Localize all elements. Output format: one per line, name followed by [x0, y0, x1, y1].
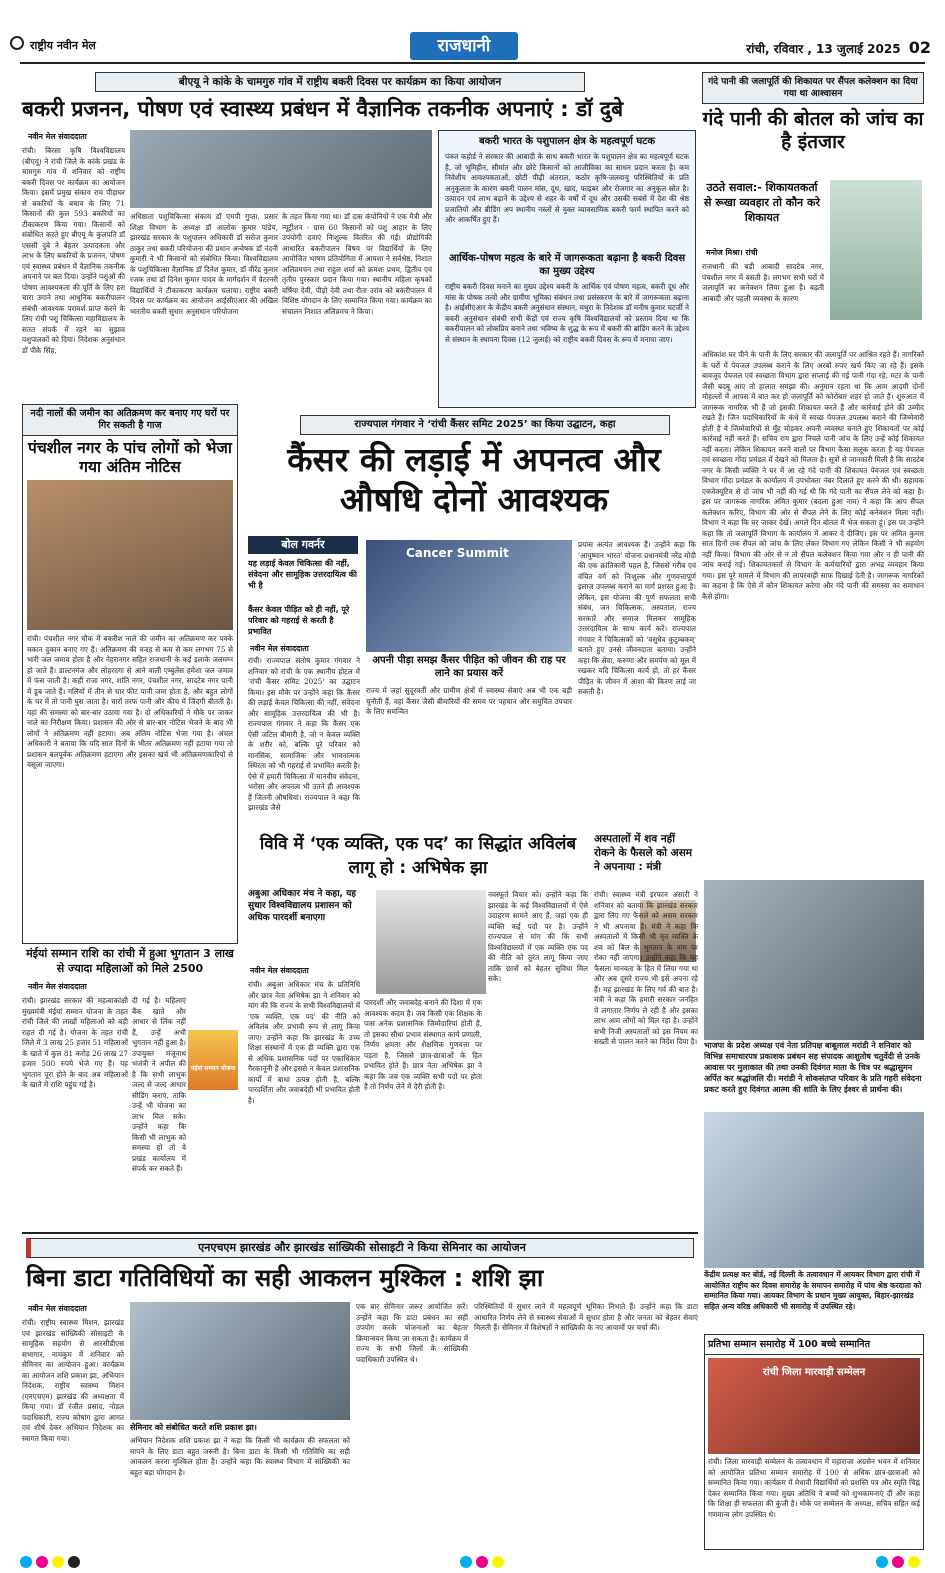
summit-banner: Cancer Summit — [406, 546, 509, 560]
cancer-photo — [366, 540, 572, 652]
goat-byline: नवीन मेल संवाददाता — [28, 132, 87, 141]
registration-mark-icon — [10, 36, 24, 50]
footer-registration-strip — [20, 1556, 925, 1568]
black-swatch-icon — [68, 1556, 80, 1568]
goat-sidebar — [438, 130, 696, 408]
page-number: 02 — [908, 38, 931, 57]
water-story — [702, 72, 924, 872]
goat-side-title-2: आर्थिक-पोषण महत्व के बारे में जागरूकता बढ़ाना है बकरी दिवस का मुख्य उद्देश्य — [448, 253, 686, 277]
cyan-swatch-icon — [876, 1556, 888, 1568]
goat-side-body-1: पंक्ज कहोर्ड ने सरकार की आबादी के साथ बकरी भारत के पशुपालन क्षेत्र का महत्वपूर्ण घटक है, जो भूमिहीन, सीमांत और छोटे किसानों को आजीविका का साधन प्रदान करता है। कम निवेशीय आवश्यकताओं, छोटी पीढ़ी अंतराल, कठोर कृषि-जलवायु परिस्थितियों के प्रति अनुकूलता के कारण बकरी पालन मांस, दूध, खाद, फाइबर और रोजगार का अनुकूल स्रोत है। उत्पादन एवं लाभ बढ़ाने के उद्देश्य से शहर के वर्षों में दूध और उसकी सबसे में देश की श्रेष्ठ प्रजातियों और ब्रीडिंग अप स्थानीय नस्लों से युक्त व्यावसायिक बकरी फार्म स्थापित करने को और आकर्षित हुए हैं। — [445, 152, 689, 224]
data-body-4: परिस्थितियों में सुधार लाने में महत्वपूर्ण भूमिका निभाते हैं। उन्होंने कहा कि डाटा आधारित निर्णय लेने से स्वास्थ्य सेवाओं में सुधार होता है और जनता को बेहतर सेवाएं मिलती हैं। सेमिनार में विशेषज्ञों ने सांख्यिकी के नए आयामों पर चर्चा की। — [474, 1302, 698, 1332]
data-kicker: एनएचएम झारखंड और झारखंड सांख्यिकी सोसाइटी ने किया सेमिनार का आयोजन — [26, 1238, 694, 1258]
maiya-body-2: दी गई है। महिलाएं बैंक खाते और आधार से लिंक नहीं हैं, उन्हें अभी भुगतान नहीं हुआ है। उपायुक्त मंजूनाथ भजंत्री ने अपील की है कि सभी लाभुक जल्द से जल्द आधार सीडिंग कराएं, ताकि उन्हें भी योजना का लाभ मिल सके। उन्होंने कहा कि किसी भी लाभुक को समस्या हो तो वे प्रखंड कार्यालय में संपर्क कर सकते हैं। — [132, 996, 186, 1173]
cancer-body-2: प्रयास अत्यंत आवश्यक हैं। उन्होंने कहा कि 'आयुष्मान भारत' योजना प्रधानमंत्री नरेंद्र मोदी की एक क्रांतिकारी पहल है, जिससे गरीब एवं वंचित वर्ग को निःशुल्क और गुणवत्तापूर्ण इलाज उपलब्ध कराने का मार्ग प्रशस्त हुआ है। लेकिन, इस योजना की पूर्ण सफलता सभी संबंध, जन चिकित्सक, अस्पताल, राज्य सरकारें और समाज मिलकर सामूहिक उत्तरदायित्व के साथ कार्य करें। राज्यपाल गंगवार ने चिकित्सकों को 'वसुधैव कुटुम्बकम्' बताते हुए उनसे जीवनदाता बताया। उन्होंने कहा कि सेवा, करुणा और समर्पण को मूल में रखकर यदि चिकित्सा कार्य हो, तो हर कैंसर पीड़ित के जीवन में आशा की किरण लाई जा सकती है। — [578, 540, 696, 696]
section-label: राजधानी — [410, 32, 518, 60]
ansari-headline: अस्पतालों में शव नहीं रोकने के फैसले को असम ने अपनाया : मंत्री — [594, 833, 693, 873]
paper-name: राष्ट्रीय नवीन मेल — [30, 39, 96, 52]
governor-bullet-1: यह लड़ाई केवल चिकित्सा की नहीं, संवेदना और सामूहिक उत्तरदायित्व की भी है — [248, 559, 357, 590]
water-body-1: राजधानी की बड़ी आबादी सादटेब नगर, पंचशील नगर में बसती है। लगभग सभी घरों में जलापूर्ति का कनेक्शन लिया हुआ है। बढ़ती आबादी और पहली व्यवस्था के कारण — [702, 262, 824, 303]
cancer-headline: कैंसर की लड़ाई में अपनत्व और औषधि दोनों आवश्यक — [287, 440, 661, 519]
pratibha-photo: रांची जिला मारवाड़ी सम्मेलन — [708, 1358, 920, 1454]
masthead — [0, 0, 945, 68]
section-rule — [22, 1232, 698, 1234]
water-kicker: गंदे पानी की जलापूर्ति की शिकायत पर सैंपल कलेक्शन का दिया गया था आश्वासन — [702, 72, 924, 104]
abhishek-body-2: पारदर्शी और जवाबदेह बनाने की दिशा में एक आवश्यक कदम है। जब किसी एक शिक्षक के पास अनेक प्रशासनिक जिम्मेदारियां होती हैं, तो इसका सीधा प्रभाव संस्थागत कार्य प्रणाली, निर्णय क्षमता और शैक्षणिक गुणवत्ता पर पड़ता है, जिससे छात्र-छात्राओं के हित प्रभावित होते हैं। छात्र नेता अभिषेक झा ने कहा कि जब एक व्यक्ति सभी पदों पर होता है तो निर्णय लेने में देरी होती है। — [364, 998, 482, 1091]
yellow-swatch-icon — [52, 1556, 64, 1568]
data-photo — [130, 1302, 350, 1420]
data-headline: बिना डाटा गतिविधियों का सही आकलन मुश्किल : शशि झा — [26, 1264, 544, 1292]
cancer-body-1: रांची। राज्यपाल संतोष कुमार गंगवार ने शनिवार को रांची के एक स्थानीय होटल में 'रांची कैंसर समिट 2025' का उद्घाटन किया। इस मौके पर उन्होंने कहा कि कैंसर की लड़ाई केवल चिकित्सा की नहीं, संवेदना और सामूहिक उत्तरदायित्व की भी है। राज्यपाल गंगवार ने कहा कि कैंसर एक ऐसी जटिल बीमारी है, जो न केवल व्यक्ति के शरीर को, बल्कि पूरे परिवार को मानसिक, सामाजिक और भावनात्मक स्थिरता को भी गहराई से प्रभावित करती है। ऐसे में हमारी चिकित्सा में मानवीय संवेदना, भरोसा और अपनत्व भी उतने ही आवश्यक हैं जितनी औषधियां। राज्यपाल ने कहा कि झारखंड जैसे — [248, 656, 360, 812]
goat-headline: बकरी प्रजनन, पोषण एवं स्वास्थ्य प्रबंधन में वैज्ञानिक तकनीक अपनाएं : डॉ दुबे — [22, 97, 624, 121]
eviction-kicker: नदी नालों की जमीन का अतिक्रमण कर बनाए गए घरों पर गिर सकती है गाज — [23, 405, 237, 436]
pratibha-body: रांची। जिला मारवाड़ी सम्मेलन के तत्वावधान में महाराजा अग्रसेन भवन में शनिवार को आयोजित प्रतिभा सम्मान समारोह में 100 से अधिक छात्र-छात्राओं को सम्मानित किया गया। कार्यक्रम में मेधावी विद्यार्थियों को प्रशस्ति पत्र और स्मृति चिह्न देकर सम्मानित किया गया। मुख्य अतिथि ने बच्चों को शुभकामनाएं दीं और कहा कि शिक्षा ही सफलता की कुंजी है। मौके पर सम्मेलन के अध्यक्ष, सचिव सहित कई गणमान्य लोग उपस्थित थे। — [708, 1457, 920, 1519]
governor-bullet-2: कैंसर केवल पीड़ित को ही नहीं, पूरे परिवार को गहराई से करती है प्रभावित — [248, 605, 350, 636]
cancer-photo-caption: अपनी पीड़ा समझ कैंसर पीड़ित को जीवन की राह पर लाने का प्रयास करें — [372, 655, 566, 679]
governor-label: बोल गवर्नर — [248, 536, 358, 554]
cancer-body-3: राज्य में जहां सुदूरवर्ती और ग्रामीण क्षेत्रों में स्वास्थ्य सेवाएं अब भी एक बड़ी चुनौती हैं, वहां कैंसर जैसी बीमारियों की समय पर पहचान और समुचित उपचार के लिए समन्वित — [366, 686, 572, 716]
maiya-body-1: रांची। झारखंड सरकार की महत्वाकांक्षी मुख्यमंत्री मंईयां सम्मान योजना के तहत रांची जिले की लाखों महिलाओं को बड़ी राहत दी गई है। योजना के तहत रांची जिले में 3 लाख 25 हजार 51 महिलाओं के खाते में कुल 81 करोड़ 26 लाख 27 हजार 500 रुपये भेजे गए हैं। यह भुगतान पूरा होने के बाद अब महिलाओं के खाते में राशि पहुंच गई है। — [22, 996, 128, 1089]
water-question: उठते सवाल:- शिकायतकर्ता से रूखा व्यवहार तो कौन करे शिकायत — [704, 181, 820, 224]
goat-kicker: बीएयू ने कांके के चामगुरु गांव में राष्ट्रीय बकरी दिवस पर कार्यक्रम का किया आयोजन — [95, 72, 585, 92]
yellow-swatch-icon — [492, 1556, 504, 1568]
eviction-photo — [27, 480, 233, 630]
pratibha-story — [704, 1334, 924, 1550]
goat-photo — [130, 130, 432, 208]
maiya-headline: मंईयां सम्मान राशि का रांची में हुआ भुगतान 3 लाख से ज्यादा महिलाओं को मिले 2500 — [26, 947, 234, 975]
abhishek-byline: नवीन मेल संवाददाता — [250, 966, 309, 975]
eviction-story — [22, 404, 238, 944]
abhishek-body-1: रांची। अबुआ अधिकार मंच के प्रतिनिधि और छात्र नेता अभिषेक झा ने शनिवार को मांग की कि राज्य के सभी विश्वविद्यालयों में 'एक व्यक्ति, एक पद' की नीति को अविलंब और प्रभावी रूप से लागू किया जाए। उन्होंने कहा कि झारखंड के उच्च शिक्षा संस्थानों में एक ही व्यक्ति द्वारा एक से अधिक प्रशासनिक पदों पर एकाधिकार गैरकानूनी है और इससे न केवल प्रशासनिक कार्यों में बाधा उत्पन्न होती है, बल्कि पारदर्शिता और जवाबदेही भी प्रभावित होती है। — [248, 980, 360, 1105]
water-byline: मनोज मिश्रा। रांची — [706, 248, 758, 257]
cancer-kicker: राज्यपाल गंगवार ने ‘रांची कैंसर समिट 2025’ का किया उद्घाटन, कहा — [300, 415, 670, 435]
bjp-caption: भाजपा के प्रदेश अध्यक्ष एवं नेता प्रतिपक्ष बाबूलाल मरांडी ने शनिवार को विभिन्न समाचारपत्र प्रकाशक प्रबंधन सह संपादक आशुतोष चतुर्वेदी से उनके आवास पर मुलाकात की तथा उनकी दिवंगत माता के चित्र पर श्रद्धासुमन अर्पित कर श्रद्धांजलि दी। मरांडी ने शोकसंतप्त परिवार के प्रति गहरी संवेदना प्रकट करते हुए दिवंगत आत्मा की शांति के लिए ईश्वर से प्रार्थना की। — [704, 1041, 922, 1094]
maiya-logo: मंईयां सम्मान योजना — [188, 1030, 238, 1090]
cancer-byline: नवीन मेल संवाददाता — [250, 644, 309, 653]
abhishek-body-3: नवस्फूर्त विचार को। उन्होंने कहा कि झारखंड के कई विश्वविद्यालयों में ऐसे उदाहरण सामने आए हैं, जहां एक ही व्यक्ति कई पदों पर है। उन्होंने राज्यपाल से मांग की कि सभी विश्वविद्यालयों में एक व्यक्ति एक पद की नीति को तुरंत लागू किया जाए ताकि छात्रों को बेहतर सुविधा मिल सके। — [488, 890, 588, 983]
maiya-byline: नवीन मेल संवाददाता — [28, 982, 87, 991]
goat-body-2: अधिष्ठाता पशुचिकित्सा संकाय डॉ एमपी गुप्ता, प्रसार शिक्षा विभाग के अध्यक्ष डॉ आलोक कुमार पांडेय, झारखंड सरकार के पशुपालन अधिकारी डॉ सरोज कुमार ठाकुर तथा बकरी परियोजना की प्रधान अन्वेषक डॉ नंदनी कुमारी ने भी किसानों को संबोधित किया। विश्वविद्यालय के पशुचिकित्सा वैज्ञानिक डॉ दिनेश कुमार, डॉ वीरेंद्र कुमार रजक तथा डॉ दिनेश कुमार यादव के मार्गदर्शन में वेटरनरी विद्यार्थियों ने टीकाकरण कार्यक्रम चलाया। राष्ट्रीय बकरी दिवस पर कार्यक्रम का आयोजन आईसीएआर की अखिल भारतीय बकरी सुधार अनुसंधान परियोजना — [130, 212, 278, 316]
data-body-3: एक बार सेमिनार जरूर आयोजित करें। उन्होंने कहा कि डाटा प्रबंधन का सही उपयोग करके योजनाओं का बेहतर क्रियान्वयन किया जा सकता है। कार्यक्रम में राज्य के सभी जिलों के सांख्यिकी पदाधिकारी उपस्थित थे। — [356, 1302, 468, 1364]
eviction-body: रांची। पंचशील नगर चौक में बकरीश नाले की जमीन का अतिक्रमण कर पक्के मकान दुकान बनाए गए हैं। अतिक्रमण की वजह से कम से कम लगभग 75 से भारी जल जमाव होता है और नेहरानगर सहित राजधानी के कई इलाके जलमग्न हो जाते हैं। डाल्टनगंज और लोहरदगा से आने वाली एम्बुलेंस हमेशा जल जमाव में फंस जाती है। कहीं राजा नगर, शांति नगर, पंचशील नगर, सादटेब नगर पानी में डूब जाते हैं। गलियों में तीन से चार फीट पानी जमा होता है, और बहुत लोगों के घर में तो पानी घुस जाता है। चारों तरफ पानी और कीच में जिंदगी बीतती है। यहां की समस्या को बार-बार उठाया गया है। दो अधिकारियों ने मौके पर जाकर नाले का निरीक्षण किया। प्रशासन की ओर से बार-बार नोटिस भेजने के बाद भी लोगों ने अतिक्रमण नहीं हटाया। अब अंतिम नोटिस भेजा गया है। अंचल अधिकारी ने बताया कि यदि सात दिनों के भीतर अतिक्रमण नहीं हटाया गया तो प्रशासन बलपूर्वक अतिक्रमण हटाएगा और इसका खर्च भी अतिक्रमणकारियों से वसूला जाएगा। — [27, 634, 233, 769]
bjp-photo — [704, 880, 924, 1040]
goat-side-body-2: राष्ट्रीय बकरी दिवस मनाने का मुख्य उद्देश्य बकरी के आर्थिक एवं पोषण महत्व, बकरी दूध और मांस के पोषक तत्वों और ग्रामीण भूमिका संबंधन तथा प्रसंस्करण के बारे में जागरूकता बढ़ाना है। आईसीएआर के केंद्रीय बकरी अनुसंधान संस्थान, मथुरा के निदेशक डॉ मनीष कुमार चटर्जी ने बकरी अनुसंधान संबंधी सभी केंद्रों एवं राज्य कृषि विश्वविद्यालयों को प्रस्ताव दिया था कि बकरीपालन को लोकप्रिय बनाने तथा भविष्य के शुद्ध के रूप में बकरी की ब्रांडिंग करने के उद्देश्य से संस्थान के स्थापना दिवस (12 जुलाई) को राष्ट्रीय बकरी दिवस के रूप में मनाया जाए। — [445, 282, 689, 344]
cyan-swatch-icon — [20, 1556, 32, 1568]
data-photo-caption: सेमिनार को संबोधित करते शशि प्रकाश झा। — [130, 1423, 257, 1432]
pratibha-headline: प्रतिभा सम्मान समारोह में 100 बच्चे सम्मानित — [705, 1335, 923, 1355]
bottle-photo — [830, 180, 922, 320]
date-text: रांची, रविवार , 13 जुलाई 2025 — [746, 42, 901, 56]
magenta-swatch-icon — [476, 1556, 488, 1568]
goat-side-title-1: बकरी भारत के पशुपालन क्षेत्र के महत्वपूर्ण घटक — [478, 136, 656, 147]
abhishek-subhead: अबुआ अधिकार मंच ने कहा, यह सुधार विश्वविद्यालय प्रशासन को अधिक पारदर्शी बनाएगा — [248, 889, 357, 923]
yellow-swatch-icon — [908, 1556, 920, 1568]
goat-body-1: रांची। बिरसा कृषि विश्वविद्यालय (बीएयू) ने रांची जिले के कांके प्रखंड के चामगुरु गांव में शनिवार को राष्ट्रीय बकरी दिवस पर कार्यक्रम का आयोजन किया। इसमें प्रमुख संकाय राम पीड़ाघर से बकरियों के बचाव के लिए 71 किसानों की कुल 593 बकरियों का टीकाकरण किया गया। किसानों को संबोधित करते हुए बीएयू के कुलपति डॉ एससी दुबे ने बेहतर उत्पादकता और लाभ के लिए बकरियों के प्रजनन, पोषण एवं स्वास्थ्य प्रबंधन में वैज्ञानिक तकनीक अपनाने पर बल दिया। उन्होंने पशुओं की पोषण आवश्यकता की पूर्ति के लिए हरा चारा उगाने तथा आधुनिक बकरीपालन संबंधी आवश्यक परामर्श प्राप्त करने के लिए रांची पशु चिकित्सा महाविद्यालय के सतत संपर्क में रहने का सुझाव पशुपालकों को दिया। निदेशक अनुसंधान डॉ पीके सिंह, — [22, 146, 125, 355]
water-body-2: अधिकांश घर पीने के पानी के लिए सरकार की जलापूर्ति पर आश्रित रहते हैं। नागरिकों के घरों में पेयजल उपलब्ध कराने के लिए अरबों रुपए खर्च किए जा रहे हैं। इसके बावजूद पेयजल एवं स्वच्छता विभाग द्वारा सप्लाई की गई पानी गंदा रहे, मटर के पानी जैसी बदबू आए तो हालात समझा की। अनुमान रहता था कि आम आदमी दोनों मोहल्लों में आपस में बात कर हो जलापूर्ति को कोरोबार शहर हो जाते हैं। शुरुआत में जागरूक नागरिक भी हैं जो इसकी शिकायत करते हैं और कार्रवाई होने की उम्मीद रखते हैं। जिन पदाधिकारियों के कंधे में स्वच्छ पेयजल उपलब्ध कराने की जिम्मेवारी होती है वे जिम्मेवारियों से मुँह मोड़कर अपनी व्यवस्था बनाते हुए शिकायतों पर कोई कार्रवाई नहीं करते हैं। सचिव राय द्वारा निचले पानी जांच के लिए उन्हें कोई शिकायत नहीं करता। लेकिन शिकायत करने वालों पर विभाग कैसा सलूक करता है यह पेयजल एवं स्वच्छता गोंदा प्रमंडल में देखने को मिलता है। सूत्रों से जानकारी मिली है कि सादटेब नगर के किसी व्यक्ति ने घर में आ रहे गंदे पानी की शिकायत पेयजल एवं स्वच्छता विभाग गोंदा प्रमंडल के कार्यालय में उपभोक्ता नंबर दिलाते हुए करने की थी। सहायक एक्जेक्यूटिव से दो जांच भी नहीं की गई थी कि गंदे पानी का सैंपल लेने को कहा है। इस पर जागरूक नागरिक अमित कुमार (बदला हुआ नाम) ने कहा कि आप सैंपल कलेक्शन करिए, विभाग की ओर से सैंपल लेने के लिए कोई कनेक्शन मिला नहीं। विभाग ने कहा कि घर जाकर देखें। अगले दिन बोतल मैं भेज सकता हूं। इस पर उन्होंने कहा कि तो जलापूर्ति विभाग के कार्यालय में आकर दे दीजिए। इस पर अमित कुमार सात दिनों तक सैंपल को जांच के लिए लेकर विभाग गए लेकिन किसी ने भी सहयोग नहीं किया। विभाग की ओर से न तो सैंपल कलेक्शन किया गया और न ही पानी की जांच कराई गई। शिकायतकर्ता से विभाग के कर्मचारियों द्वारा अभद्र व्यवहार किया गया। इस पूरे मामले में विभाग की लापरवाही साफ दिखाई देती है। जागरूक नागरिकों का कहना है कि ऐसे में कौन शिकायत करेगा और गंदे पानी की समस्या का समाधान कैसे होगा। — [702, 350, 924, 601]
magenta-swatch-icon — [892, 1556, 904, 1568]
magenta-swatch-icon — [36, 1556, 48, 1568]
dateline — [746, 38, 931, 57]
award-caption: केंद्रीय प्रत्यक्ष कर बोर्ड, नई दिल्ली के तत्वावधान में आयकर विभाग द्वारा रांची में आयोजित राष्ट्रीय कर दिवस समारोह के समापन समारोह में पांच श्रेष्ठ करदाता को सम्मानित किया गया। आयकर विभाग के प्रधान मुख्य आयुक्त, बिहार-झारखंड सहित अन्य वरिष्ठ अधिकारी भी समारोह में उपस्थित रहे। — [704, 1270, 922, 1311]
data-body-1: रांची। राष्ट्रीय स्वास्थ्य मिशन, झारखंड एवं झारखंड सांख्यिकी सोसाइटी के सामूहिक सहयोग से आरसीडीएस सभागार, नामकुम में शनिवार को सेमिनार का आयोजन हुआ। कार्यक्रम का आयोजन शशि प्रकाश झा, अभियान निदेशक, राष्ट्रीय स्वास्थ्य मिशन (एनएचएम) झारखंड की अध्यक्षता में किया गया। डॉ रंजीत प्रसाद, नोडल पदाधिकारी, राज्य कोषांग द्वारा आगत एवं शीर्ष देकर अभियान निदेशक का स्वागत किया गया। — [22, 1318, 124, 1443]
cyan-swatch-icon — [460, 1556, 472, 1568]
header-rule — [20, 62, 925, 64]
eviction-headline: पंचशील नगर के पांच लोगों को भेजा गया अंतिम नोटिस — [28, 439, 232, 476]
award-photo — [704, 1112, 924, 1268]
abhishek-photo — [376, 890, 486, 994]
data-byline: नवीन मेल संवाददाता — [28, 1304, 87, 1313]
data-body-2: अभियान निदेशक शशि प्रकाश झा ने कहा कि किसी भी कार्यक्रम की सफलता को मापने के लिए डाटा बहुत जरूरी है। बिना डाटा के किसी भी गतिविधि का सही आकलन करना मुश्किल होता है। उन्होंने कहा कि स्वास्थ्य विभाग में सांख्यिकी का बहुत बड़ा योगदान है। — [130, 1436, 350, 1477]
ansari-body: रांची। स्वास्थ्य मंत्री इरफान अंसारी ने शनिवार को बताया कि झारखंड सरकार द्वारा लिए गए फैसले को असम सरकार ने भी अपनाया है। मंत्री ने कहा कि अस्पतालों में किसी भी मृत व्यक्ति के शव को बिल के भुगतान के नाम पर रोका नहीं जाएगा। उन्होंने कहा कि यह फैसला मानवता के हित में लिया गया था और अब दूसरे राज्य भी इसे अपना रहे हैं। यह झारखंड के लिए गर्व की बात है। मंत्री ने कहा कि हमारी सरकार जनहित में लगातार निर्णय ले रही है और इसका लाभ आम लोगों को मिल रहा है। उन्होंने सभी निजी अस्पतालों को इस नियम का सख्ती से पालन करने का निर्देश दिया है। — [594, 890, 698, 1046]
water-headline: गंदे पानी की बोतल को जांच का है इंतजार — [702, 108, 924, 153]
abhishek-headline: विवि में ‘एक व्यक्ति, एक पद’ का सिद्धांत अविलंब लागू हो : अभिषेक झा — [259, 834, 577, 878]
goat-body-3: के तहत किया गया था। डॉ दास कंपोनियों ने एक मैत्री और न्यूट्रीशन - ग्रास 60 किसानों को पशु आहार के लिए उपयोगी दवाएं निःशुल्क वितरित की गई। प्रौद्योगिकी आधारित बकरीपालन विषय पर विद्यार्थियों के लिए आयोजित भाषण प्रतियोगिता में आयशा ने सर्वश्रेष्ठ, निशात अलिव्रमचन तथा राहुल शर्मा को क्रमशः प्रथम, द्वितीय एवं तृतीय पुरस्कार प्रदान किया गया। स्थानीय महिला कृषकों वर्षिया देवी, पीड़ो देवी तथा रीता उरांव को बकरीपालन में विशिष्ट योगदान के लिए सम्मानित किया गया। कार्यक्रम का संचालन निशात अलिव्रमच ने किया। — [282, 212, 432, 316]
